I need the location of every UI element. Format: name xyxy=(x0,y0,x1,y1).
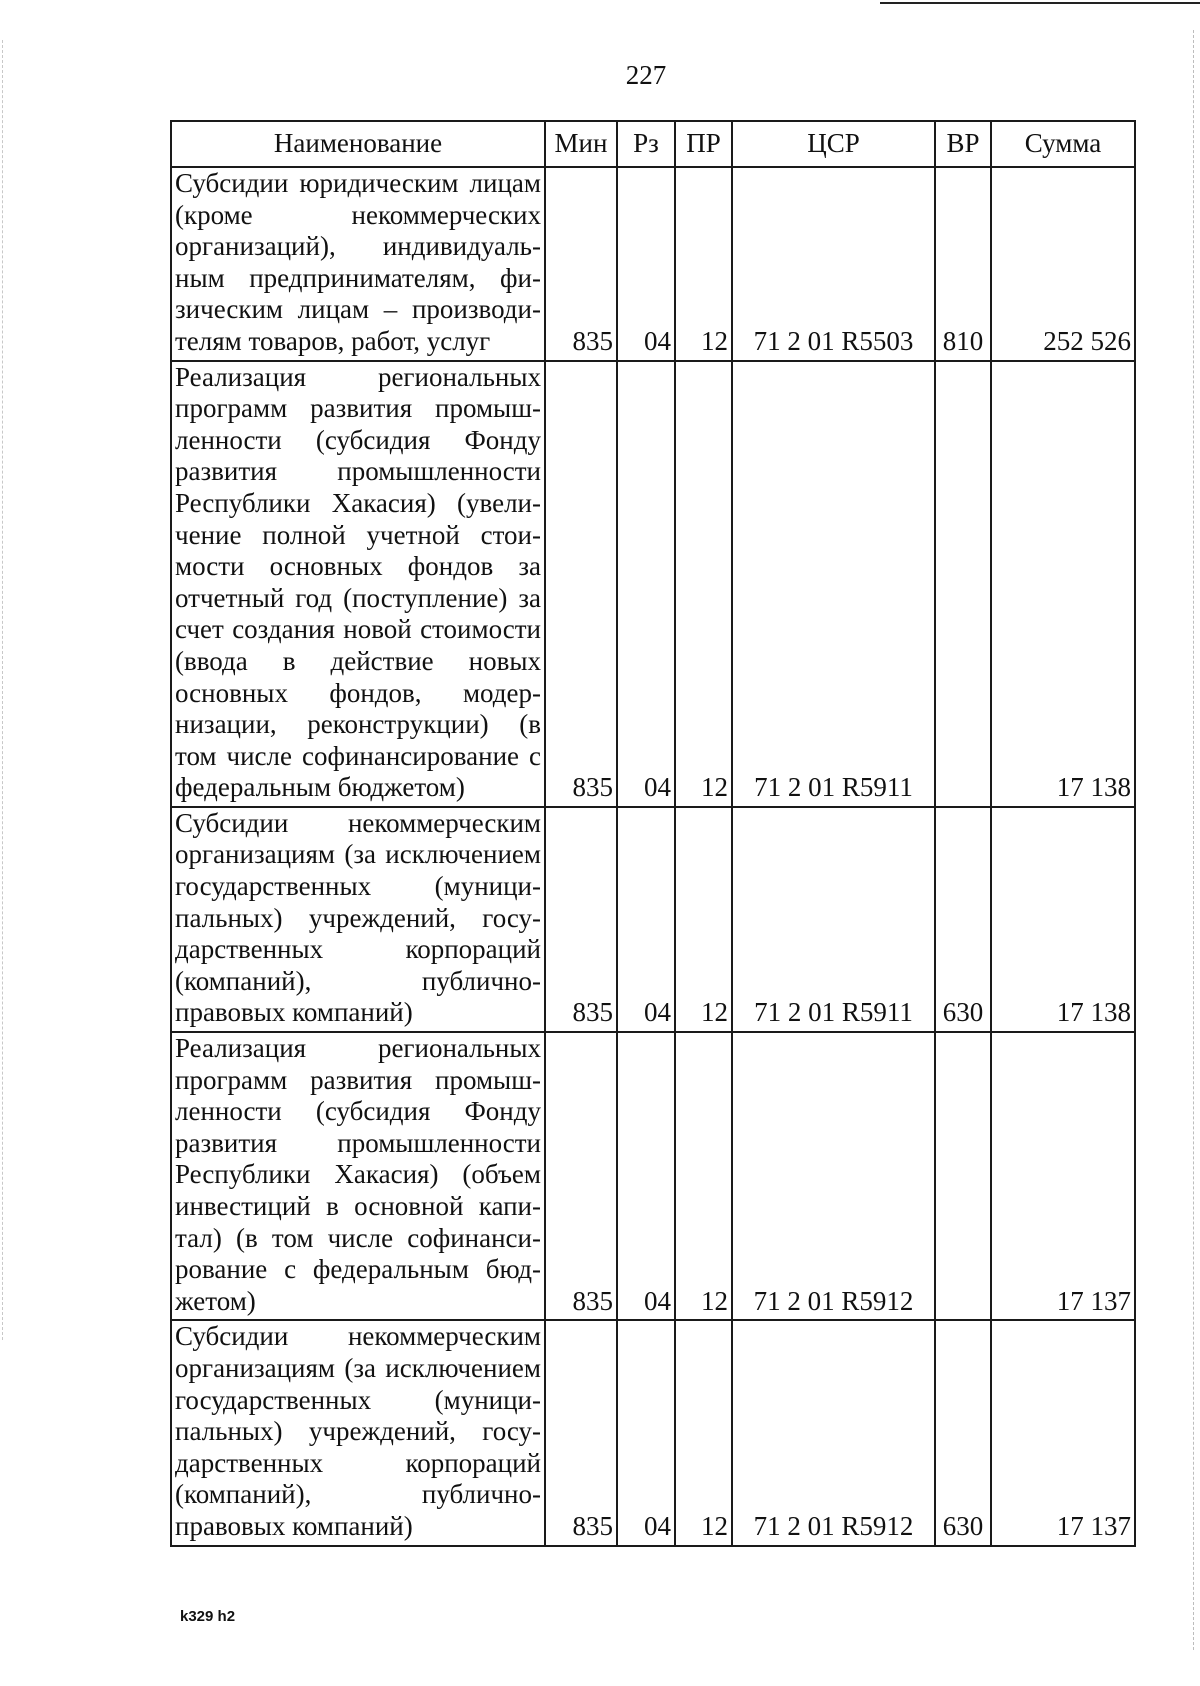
table-row xyxy=(171,167,1135,361)
header-min: Мин xyxy=(545,121,617,167)
row-name: Реализация региональных программ развития промышленности (субсидия Фонду развития промышленности Республики Хакасия) (объем инвестиций в основной капитал) (в том числе софинансирование с федеральным бюджетом) xyxy=(171,1032,545,1320)
header-name: Наименование xyxy=(171,121,545,167)
table-header-row xyxy=(171,121,1135,167)
row-vr: 630 xyxy=(935,1320,991,1545)
row-min: 835 xyxy=(545,1032,617,1320)
budget-table xyxy=(170,120,1136,1547)
header-sum: Сумма xyxy=(991,121,1135,167)
table-row xyxy=(171,1032,1135,1320)
row-csr: 71 2 01 R5911 xyxy=(732,807,935,1032)
row-pr: 12 xyxy=(675,807,732,1032)
row-name: Субсидии некоммерческим организациям (за исключением государственных (муниципальных) учреждений, государственных корпораций (компаний), публично-правовых компаний) xyxy=(171,1320,545,1545)
row-vr xyxy=(935,1032,991,1320)
right-scan-edge xyxy=(1193,30,1194,1650)
row-rz: 04 xyxy=(617,361,675,807)
row-sum: 17 137 xyxy=(991,1032,1135,1320)
row-name: Реализация региональных программ развития промышленности (субсидия Фонду развития промышленности Республики Хакасия) (увеличение полной учетной стоимости основных фондов за отчетный год (поступление) за счет создания новой стоимости (ввода в действие новых основных фондов, модернизации, реконструкции) (в том числе софинансирование с федеральным бюджетом) xyxy=(171,361,545,807)
row-pr: 12 xyxy=(675,1032,732,1320)
row-sum: 17 138 xyxy=(991,807,1135,1032)
header-csr: ЦСР xyxy=(732,121,935,167)
header-pr: ПР xyxy=(675,121,732,167)
row-rz: 04 xyxy=(617,167,675,361)
row-csr: 71 2 01 R5503 xyxy=(732,167,935,361)
row-min: 835 xyxy=(545,361,617,807)
footer-code: k329 h2 xyxy=(180,1608,236,1625)
row-vr xyxy=(935,361,991,807)
row-sum: 17 138 xyxy=(991,361,1135,807)
table-row xyxy=(171,361,1135,807)
row-rz: 04 xyxy=(617,1320,675,1545)
row-vr: 810 xyxy=(935,167,991,361)
row-pr: 12 xyxy=(675,1320,732,1545)
top-border-line xyxy=(880,2,1200,4)
row-pr: 12 xyxy=(675,167,732,361)
row-min: 835 xyxy=(545,1320,617,1545)
left-scan-edge xyxy=(2,40,3,1340)
row-rz: 04 xyxy=(617,807,675,1032)
row-csr: 71 2 01 R5911 xyxy=(732,361,935,807)
header-rz: Рз xyxy=(617,121,675,167)
page-number: 227 xyxy=(625,60,667,90)
row-sum: 252 526 xyxy=(991,167,1135,361)
row-vr: 630 xyxy=(935,807,991,1032)
row-pr: 12 xyxy=(675,361,732,807)
row-sum: 17 137 xyxy=(991,1320,1135,1545)
row-csr: 71 2 01 R5912 xyxy=(732,1320,935,1545)
row-min: 835 xyxy=(545,167,617,361)
row-name: Субсидии некоммерческим организациям (за исключением государственных (муниципальных) учреждений, государственных корпораций (компаний), публично-правовых компаний) xyxy=(171,807,545,1032)
table-row xyxy=(171,1320,1135,1545)
row-rz: 04 xyxy=(617,1032,675,1320)
row-min: 835 xyxy=(545,807,617,1032)
row-csr: 71 2 01 R5912 xyxy=(732,1032,935,1320)
header-vr: ВР xyxy=(935,121,991,167)
row-name: Субсидии юридическим лицам (кроме некоммерческих организаций), индивидуальным предпринимателям, физическим лицам – производителям товаров, работ, услуг xyxy=(171,167,545,361)
table-row xyxy=(171,807,1135,1032)
